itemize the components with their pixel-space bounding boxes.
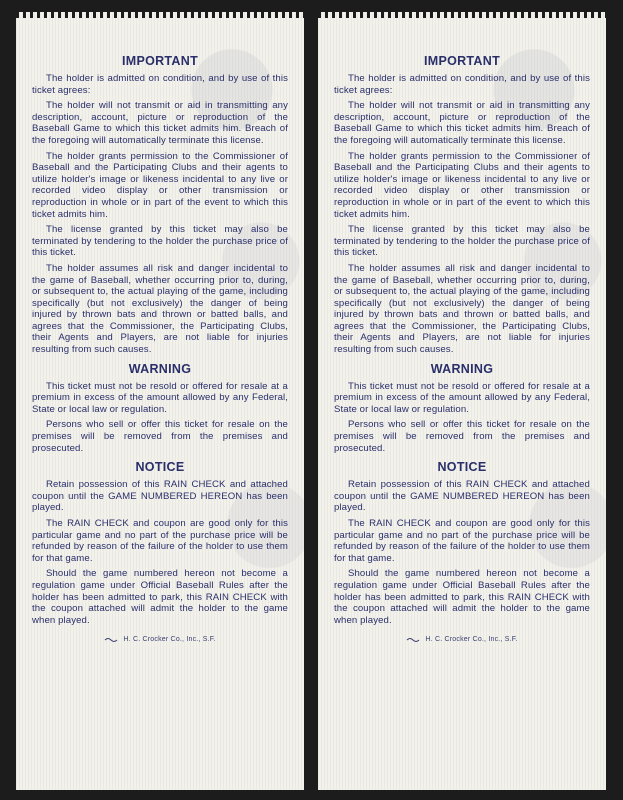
warning-heading: WARNING bbox=[128, 361, 192, 376]
important-paragraph: The holder assumes all risk and danger incidental to the game of Baseball, whether occurring prior to, during, or subsequent to, the actual playing of the game, including specifically (but not exclusively) the danger of being injured by thrown bats and thrown or batted balls, and agrees that the Commissioner, the Participating Clubs, their Agents and Players, are not liable for injuries resulting from such causes. bbox=[334, 262, 590, 356]
warning-section bbox=[32, 362, 288, 455]
important-paragraph: The license granted by this ticket may also be terminated by tendering to the holder the purchase price of this ticket. bbox=[32, 224, 288, 259]
notice-paragraph: Retain possession of this RAIN CHECK and attached coupon until the GAME NUMBERED HEREON has been played. bbox=[32, 479, 288, 514]
important-paragraph: The holder will not transmit or aid in transmitting any description, account, picture or reproduction of the Baseball Game to which this ticket admits him. Breach of the foregoing will automatically terminate this license. bbox=[32, 100, 288, 146]
printer-credit bbox=[334, 636, 590, 643]
important-paragraph: The license granted by this ticket may also be terminated by tendering to the holder the purchase price of this ticket. bbox=[334, 224, 590, 259]
notice-heading: NOTICE bbox=[135, 460, 185, 475]
important-paragraph: The holder assumes all risk and danger incidental to the game of Baseball, whether occurring prior to, during, or subsequent to, the actual playing of the game, including specifically (but not exclusively) the danger of being injured by thrown bats and thrown or batted balls, and agrees that the Commissioner, the Participating Clubs, their Agents and Players, are not liable for injuries resulting from such causes. bbox=[32, 262, 288, 356]
printer-name: H. C. Crocker Co., Inc., S.F. bbox=[123, 636, 216, 644]
printer-name: H. C. Crocker Co., Inc., S.F. bbox=[425, 636, 518, 644]
perforation bbox=[318, 12, 606, 18]
notice-paragraph: The RAIN CHECK and coupon are good only for this particular game and no part of the purchase price will be refunded by reason of the failure of the holder to use them for that game. bbox=[334, 518, 590, 564]
printer-credit bbox=[32, 636, 288, 643]
notice-paragraph: The RAIN CHECK and coupon are good only for this particular game and no part of the purchase price will be refunded by reason of the failure of the holder to use them for that game. bbox=[32, 518, 288, 564]
notice-paragraph: Retain possession of this RAIN CHECK and attached coupon until the GAME NUMBERED HEREON has been played. bbox=[334, 479, 590, 514]
notice-section bbox=[32, 460, 288, 626]
printer-logo-icon bbox=[104, 637, 118, 643]
warning-heading: WARNING bbox=[430, 361, 494, 376]
printer-logo-icon bbox=[406, 637, 420, 643]
ticket-back-left bbox=[16, 12, 304, 790]
important-paragraph: The holder is admitted on condition, and by use of this ticket agrees: bbox=[334, 73, 590, 96]
important-section bbox=[334, 54, 590, 356]
important-paragraph: The holder grants permission to the Commissioner of Baseball and the Participating Clubs and their agents to utilize holder's image or likeness incidental to any live or recorded video display or other transmission or reproduction in whole or in part of the event to which this ticket admits him. bbox=[32, 150, 288, 220]
notice-paragraph: Should the game numbered hereon not become a regulation game under Official Baseball Rules after the holder has been admitted to park, this RAIN CHECK with the coupon attached will admit the holder to the game when played. bbox=[32, 568, 288, 626]
important-paragraph: The holder will not transmit or aid in transmitting any description, account, picture or reproduction of the Baseball Game to which this ticket admits him. Breach of the foregoing will automatically terminate this license. bbox=[334, 100, 590, 146]
warning-paragraph: This ticket must not be resold or offered for resale at a premium in excess of the amount allowed by any Federal, State or local law or regulation. bbox=[334, 380, 590, 415]
ticket-back-right bbox=[318, 12, 606, 790]
notice-heading: NOTICE bbox=[437, 460, 487, 475]
important-heading: IMPORTANT bbox=[423, 54, 501, 68]
warning-paragraph: Persons who sell or offer this ticket for resale on the premises will be removed from the premises and prosecuted. bbox=[32, 419, 288, 454]
notice-paragraph: Should the game numbered hereon not become a regulation game under Official Baseball Rules after the holder has been admitted to park, this RAIN CHECK with the coupon attached will admit the holder to the game when played. bbox=[334, 568, 590, 626]
perforation bbox=[16, 12, 304, 18]
warning-paragraph: This ticket must not be resold or offered for resale at a premium in excess of the amount allowed by any Federal, State or local law or regulation. bbox=[32, 380, 288, 415]
important-paragraph: The holder is admitted on condition, and by use of this ticket agrees: bbox=[32, 73, 288, 96]
warning-section bbox=[334, 362, 590, 455]
important-section bbox=[32, 54, 288, 356]
notice-section bbox=[334, 460, 590, 626]
important-heading: IMPORTANT bbox=[121, 54, 199, 68]
warning-paragraph: Persons who sell or offer this ticket for resale on the premises will be removed from the premises and prosecuted. bbox=[334, 419, 590, 454]
important-paragraph: The holder grants permission to the Commissioner of Baseball and the Participating Clubs and their agents to utilize holder's image or likeness incidental to any live or recorded video display or other transmission or reproduction in whole or in part of the event to which this ticket admits him. bbox=[334, 150, 590, 220]
